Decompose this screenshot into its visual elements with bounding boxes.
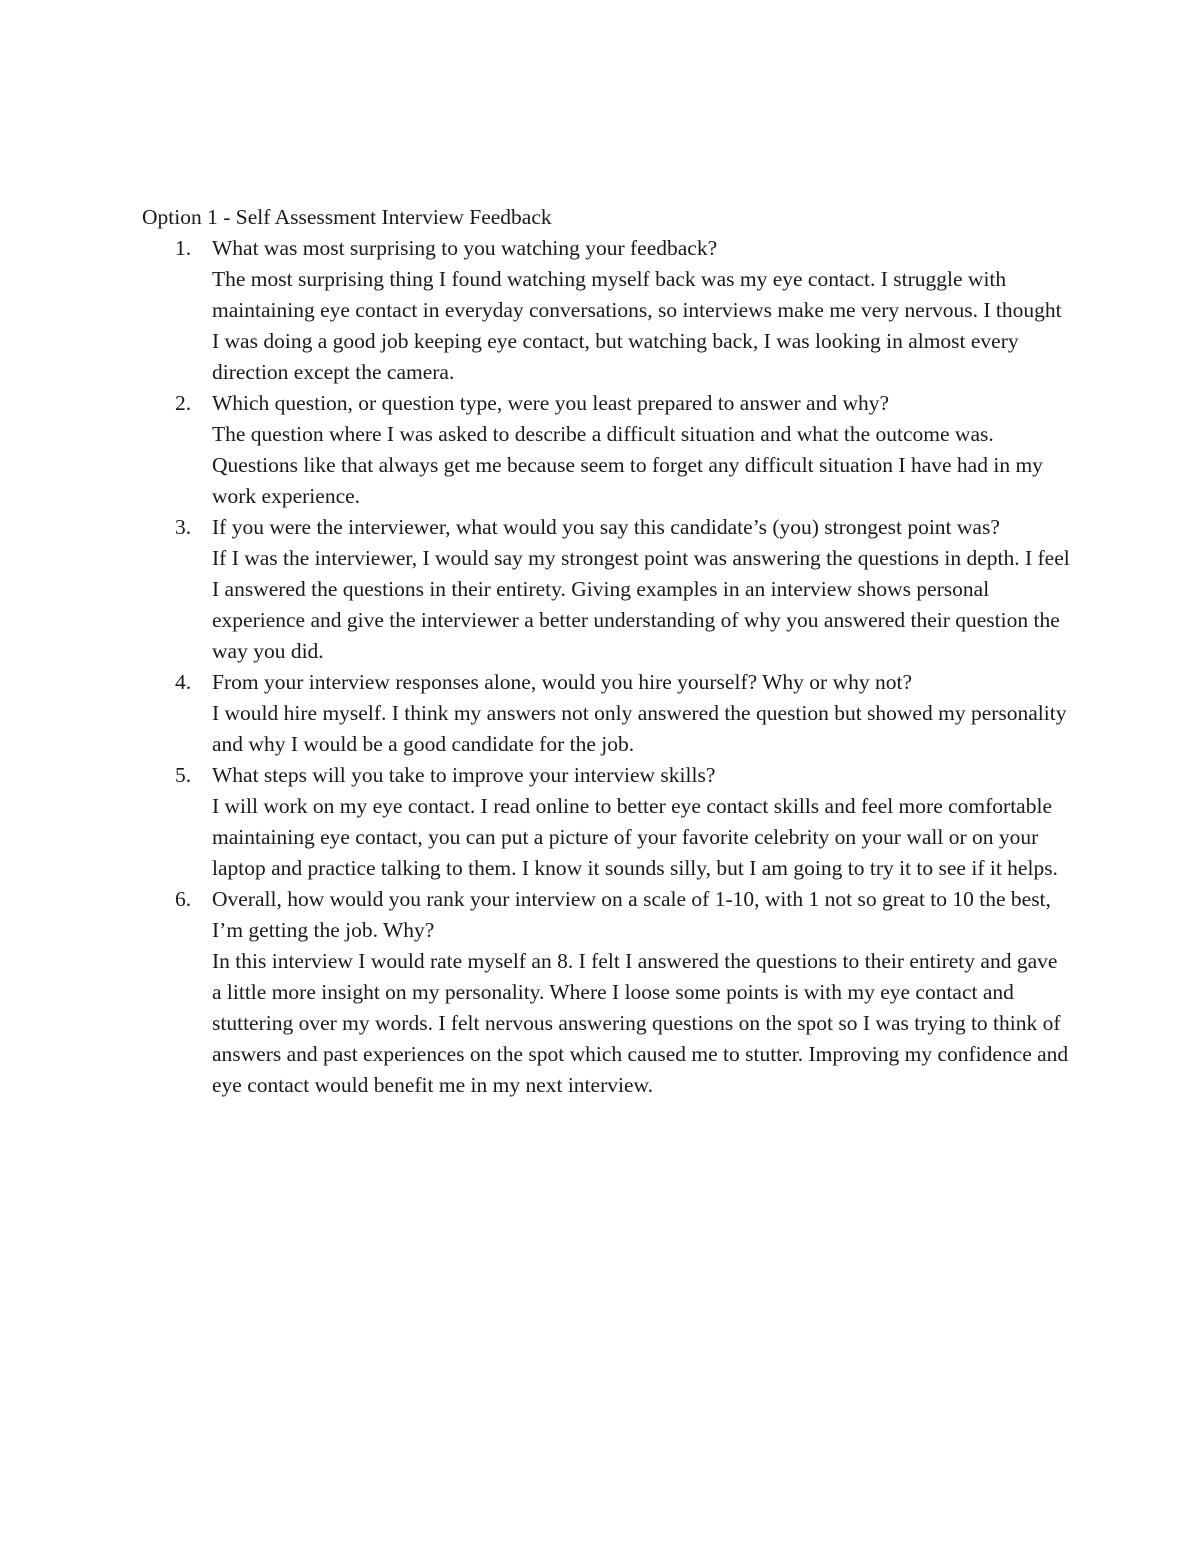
document-title: Option 1 - Self Assessment Interview Feedback [142,205,552,229]
item-number: 5. [175,763,192,787]
question-text: If you were the interviewer, what would you say this candidate’s (you) strongest point was? [212,515,1000,539]
item-number: 6. [175,887,192,911]
qa-item-6 [142,884,1072,1101]
question-text: Overall, how would you rank your interview on a scale of 1-10, with 1 not so great to 10 the best, I’m getting the job. Why? [212,887,1051,942]
answer-text: I would hire myself. I think my answers not only answered the question but showed my personality and why I would be a good candidate for the job. [212,701,1067,756]
answer-text: I will work on my eye contact. I read online to better eye contact skills and feel more comfortable maintaining eye contact, you can put a picture of your favorite celebrity on your wall or on your laptop and practice talking to them. I know it sounds silly, but I am going to try it to see if it helps. [212,794,1058,880]
question-text: Which question, or question type, were you least prepared to answer and why? [212,391,890,415]
qa-item-2 [142,388,1072,512]
answer-text: If I was the interviewer, I would say my strongest point was answering the questions in depth. I feel I answered the questions in their entirety. Giving examples in an interview shows personal experience and give the interviewer a better understanding of why you answered their question the way you did. [212,546,1070,663]
question-text: What steps will you take to improve your interview skills? [212,763,716,787]
qa-item-3 [142,512,1072,667]
question-text: From your interview responses alone, would you hire yourself? Why or why not? [212,670,912,694]
item-number: 2. [175,391,192,415]
answer-text: The question where I was asked to describe a difficult situation and what the outcome was. Questions like that always get me because seem to forget any difficult situation I have had in my work experience. [212,422,1043,508]
answer-text: In this interview I would rate myself an 8. I felt I answered the questions to their entirety and gave a little more insight on my personality. Where I loose some points is with my eye contact and stuttering over my words. I felt nervous answering questions on the spot so I was trying to think of answers and past experiences on the spot which caused me to stutter. Improving my confidence and eye contact would benefit me in my next interview. [212,949,1069,1097]
answer-text: The most surprising thing I found watching myself back was my eye contact. I struggle with maintaining eye contact in everyday conversations, so interviews make me very nervous. I thought I was doing a good job keeping eye contact, but watching back, I was looking in almost every direction except the camera. [212,267,1062,384]
item-number: 1. [175,236,192,260]
qa-item-1 [142,233,1072,388]
document-body [142,202,1072,1101]
qa-item-5 [142,760,1072,884]
item-number: 3. [175,515,192,539]
qa-list [142,233,1072,1101]
qa-item-4 [142,667,1072,760]
item-number: 4. [175,670,192,694]
question-text: What was most surprising to you watching your feedback? [212,236,718,260]
